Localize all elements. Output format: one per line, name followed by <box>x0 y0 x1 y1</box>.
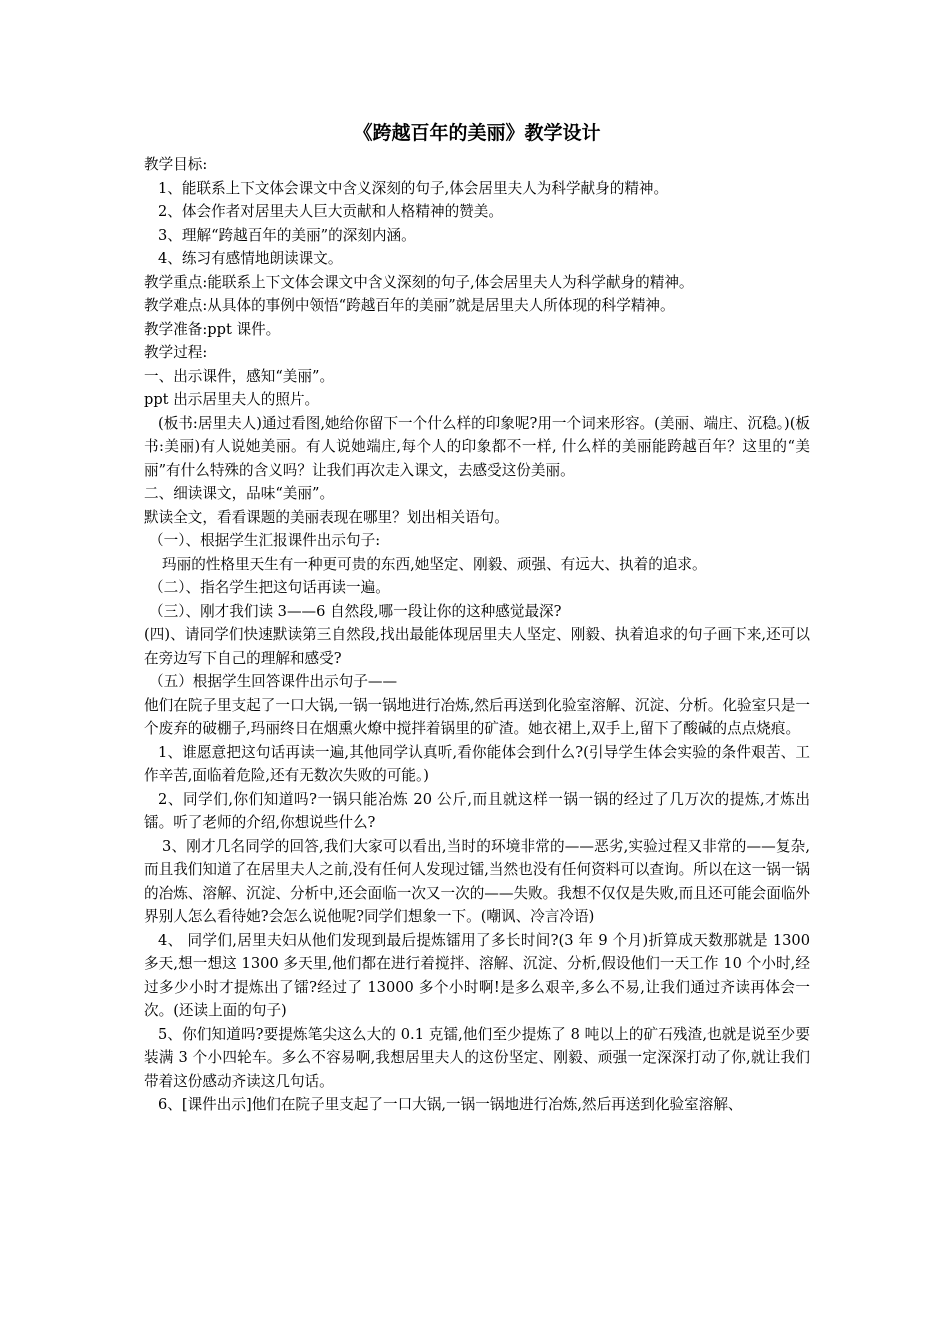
paragraph: (板书:居里夫人)通过看图,她给你留下一个什么样的印象呢?用一个词来形容。(美丽、端庄、沉稳。)(板书:美丽)有人说她美丽。有人说她端庄,每个人的印象都不一样, 什么样的美丽能跨越百年？这里的“美丽”有什么特殊的含义吗？让我们再次走入课文，去感受这份美丽。 <box>144 414 810 479</box>
paragraph: 5、你们知道吗?要提炼笔尖这么大的 0.1 克镭,他们至少提炼了 8 吨以上的矿石残渣,也就是说至少要装满 3 个小四轮车。多么不容易啊,我想居里夫人的这份坚定、刚毅、顽强一定深深打动了你,就让我们带着这份感动齐读这几句话。 <box>144 1025 810 1090</box>
paragraph: 教学准备:ppt 课件。 <box>144 320 281 338</box>
paragraph: 玛丽的性格里天生有一种更可贵的东西,她坚定、刚毅、顽强、有远大、执着的追求。 <box>162 555 707 573</box>
paragraph: （二）、指名学生把这句话再读一遍。 <box>149 579 390 596</box>
paragraph: (四)、请同学们快速默读第三自然段,找出最能体现居里夫人坚定、刚毅、执着追求的句子画下来,还可以在旁边写下自己的理解和感受? <box>144 626 810 667</box>
paragraph: （三）、刚才我们读 3——6 自然段,哪一段让你的这种感觉最深? <box>149 602 562 620</box>
paragraph: 2、同学们,你们知道吗?一锅只能冶炼 20 公斤,而且就这样一锅一锅的经过了几万次的提炼,才炼出镭。听了老师的介绍,你想说些什么? <box>144 790 810 831</box>
paragraph: 2、体会作者对居里夫人巨大贡献和人格精神的赞美。 <box>158 203 503 220</box>
paragraph: 6、[课件出示]他们在院子里支起了一口大锅,一锅一锅地进行冶炼,然后再送到化验室溶解、 <box>158 1096 743 1113</box>
paragraph: 二、细读课文，品味“美丽”。 <box>144 485 335 502</box>
document-page <box>144 120 810 1117</box>
paragraph: （一）、根据学生汇报课件出示句子: <box>149 532 381 549</box>
document-body <box>144 153 810 1117</box>
paragraph: 4、 同学们,居里夫妇从他们发现到最后提炼镭用了多长时间?(3 年 9 个月)折算成天数那就是 1300 多天,想一想这 1300 多天里,他们都在进行着搅拌、溶解、沉淀、分析,假设他们一天工作 10 个小时,经过多少小时才提炼出了镭?经过了 13000 多个小时啊!是多么艰辛,多么不易,让我们通过齐读再体会一次。(还读上面的句子) <box>144 931 810 1019</box>
paragraph: 他们在院子里支起了一口大锅,一锅一锅地进行冶炼,然后再送到化验室溶解、沉淀、分析。化验室只是一个废弃的破棚子,玛丽终日在烟熏火燎中搅拌着锅里的矿渣。她衣裙上,双手上,留下了酸碱的点点烧痕。 <box>144 696 811 737</box>
paragraph: 教学过程: <box>144 344 208 361</box>
paragraph: （五）根据学生回答课件出示句子—— <box>149 673 398 690</box>
paragraph: 教学重点:能联系上下文体会课文中含义深刻的句子,体会居里夫人为科学献身的精神。 <box>144 273 694 291</box>
document-title: 《跨越百年的美丽》教学设计 <box>353 122 601 144</box>
paragraph: 一、出示课件，感知“美丽”。 <box>144 367 335 385</box>
paragraph: 3、刚才几名同学的回答,我们大家可以看出,当时的环境非常的——恶劣,实验过程又非常的——复杂,而且我们知道了在居里夫人之前,没有任何人发现过镭,当然也没有任何资料可以查询。所以在这一锅一锅的冶炼、溶解、沉淀、分析中,还会面临一次又一次的——失败。我想不仅仅是失败,而且还可能会面临外界别人怎么看待她?会怎么说他呢?同学们想象一下。(嘲讽、冷言冷语) <box>144 837 811 925</box>
paragraph: 3、理解“跨越百年的美丽”的深刻内涵。 <box>158 226 416 244</box>
paragraph: ppt 出示居里夫人的照片。 <box>144 391 320 408</box>
paragraph: 1、谁愿意把这句话再读一遍,其他同学认真听,看你能体会到什么?(引导学生体会实验的条件艰苦、工作辛苦,面临着危险,还有无数次失败的可能。) <box>144 743 810 784</box>
paragraph: 教学难点:从具体的事例中领悟“跨越百年的美丽”就是居里夫人所体现的科学精神。 <box>144 297 675 314</box>
paragraph: 默读全文，看看课题的美丽表现在哪里？划出相关语句。 <box>144 508 509 526</box>
paragraph: 4、练习有感情地朗读课文。 <box>158 250 343 267</box>
paragraph: 1、能联系上下文体会课文中含义深刻的句子,体会居里夫人为科学献身的精神。 <box>158 179 669 197</box>
paragraph: 教学目标: <box>144 156 208 173</box>
